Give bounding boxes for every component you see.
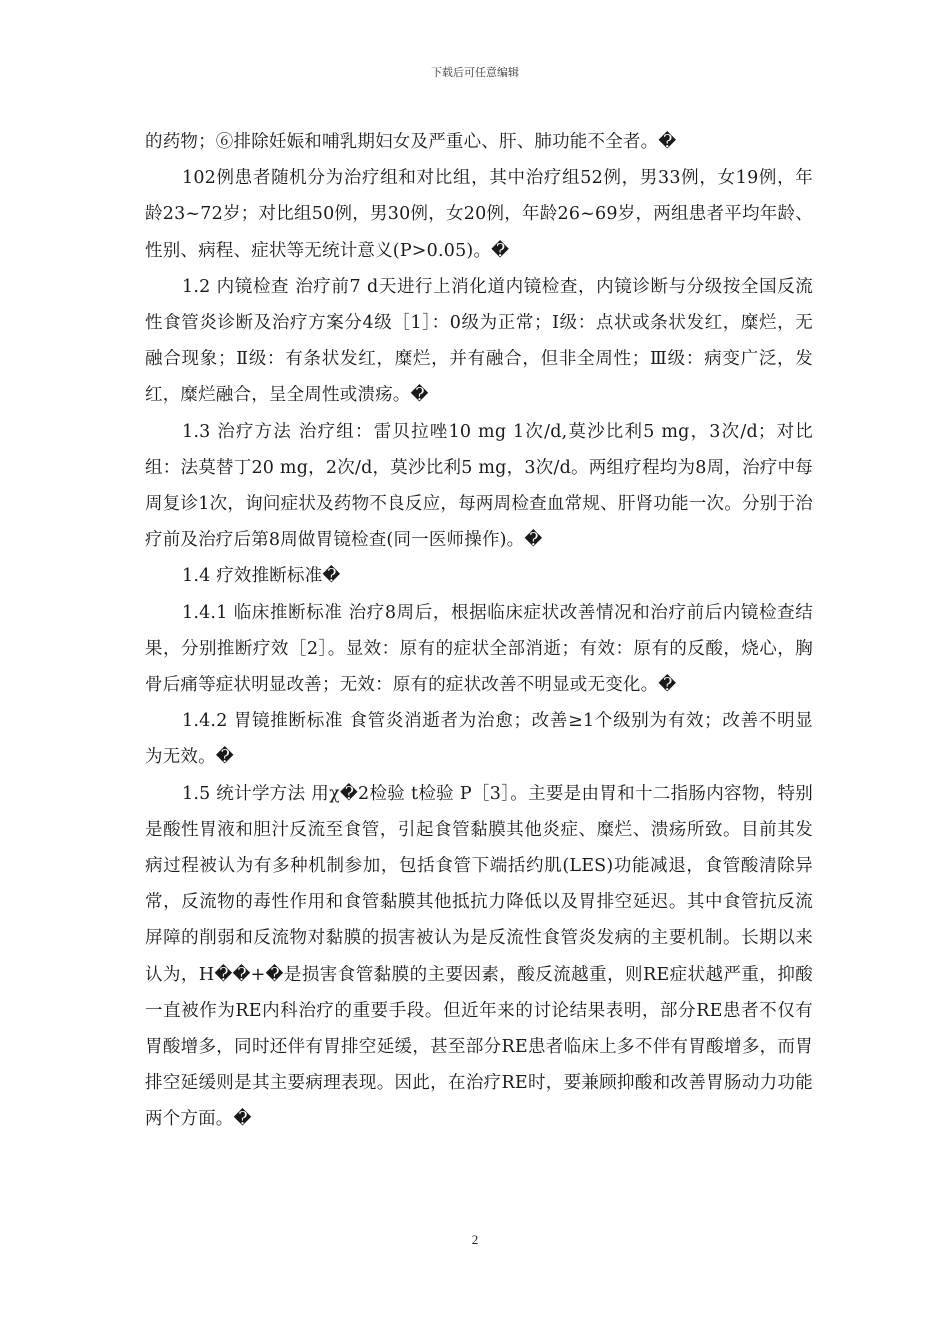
paragraph-clinical-criteria: 1.4.1 临床推断标准 治疗8周后，根据临床症状改善情况和治疗前后内镜检查结果，分别推断疗效［2］。显效：原有的症状全部消逝；有效：原有的反酸，烧心，胸骨后痛等症状明显改善；无效：原有的症状改善不明显或无变化。� (145, 602, 813, 696)
paragraph-efficacy-heading: 1.4 疗效推断标准� (182, 566, 341, 587)
paragraph-endoscopy: 1.2 内镜检查 治疗前7 d天进行上消化道内镜检查，内镜诊断与分级按全国反流性食管炎诊断及治疗方案分4级［1］：0级为正常；Ⅰ级：点状或条状发红，糜烂，无融合现象；Ⅱ级：有条状发红，糜烂，并有融合，但非全周性；Ⅲ级：病变广泛，发红，糜烂融合，呈全周性或溃疡。� (145, 276, 813, 406)
paragraph-statistics: 1.5 统计学方法 用χ�2检验 t检验 P［3］。主要是由胃和十二指肠内容物，特别是酸性胃液和胆汁反流至食管，引起食管黏膜其他炎症、糜烂、溃疡所致。目前其发病过程被认为有多种机制参加，包括食管下端括约肌(LES)功能减退，食管酸清除异常，反流物的毒性作用和食管黏膜其他抵抗力降低以及胃排空延迟。其中食管抗反流屏障的削弱和反流物对黏膜的损害被认为是反流性食管炎发病的主要机制。长期以来认为，H��+�是损害食管黏膜的主要因素，酸反流越重，则RE症状越严重，抑酸一直被作为RE内科治疗的重要手段。但近年来的讨论结果表明，部分RE患者不仅有胃酸增多，同时还伴有胃排空延缓，甚至部分RE患者临床上多不伴有胃酸增多，而胃排空延缓则是其主要病理表现。因此，在治疗RE时，要兼顾抑酸和改善胃肠动力功能两个方面。� (145, 783, 813, 1130)
body-text (145, 124, 813, 1138)
paragraph-treatment-method: 1.3 治疗方法 治疗组：雷贝拉唑10 mg 1次/d,莫沙比利5 mg，3次/d；对比组：法莫替丁20 mg，2次/d，莫沙比利5 mg，3次/d。两组疗程均为8周，治疗中每周复诊1次，询问症状及药物不良反应，每两周检查血常规、肝肾功能一次。分别于治疗前及治疗后第8周做胃镜检查(同一医师操作)。� (145, 421, 813, 551)
paragraph-exclusion-criteria-end: 的药物；⑥排除妊娠和哺乳期妇女及严重心、肝、肺功能不全者。� (145, 132, 677, 152)
page-number: 2 (471, 1232, 479, 1247)
paragraph-gastroscopy-criteria: 1.4.2 胃镜推断标准 食管炎消逝者为治愈；改善≥1个级别为有效；改善不明显为无效。� (145, 711, 813, 768)
page-header: 下载后可任意编辑 (431, 66, 519, 79)
paragraph-patient-grouping: 102例患者随机分为治疗组和对比组，其中治疗组52例，男33例，女19例，年龄23~72岁；对比组50例，男30例，女20例，年龄26~69岁，两组患者平均年龄、性别、病程、症状等无统计意义(P>0.05)。� (145, 168, 813, 261)
